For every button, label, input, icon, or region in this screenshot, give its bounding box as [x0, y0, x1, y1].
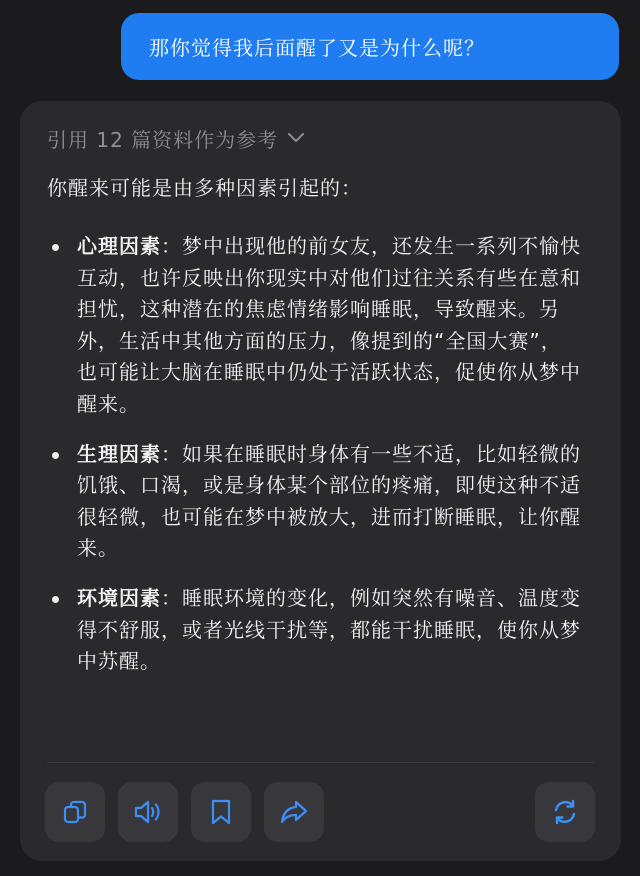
bookmark-button[interactable] — [191, 782, 251, 842]
copy-icon — [61, 798, 89, 826]
answer-intro: 你醒来可能是由多种因素引起的： — [47, 176, 362, 200]
bullet-psychological — [47, 231, 582, 421]
regenerate-icon — [550, 797, 580, 827]
bullet-dot — [52, 596, 59, 603]
bullet-physiological — [47, 439, 582, 565]
read-aloud-button[interactable] — [118, 782, 178, 842]
chevron-down-icon — [288, 133, 304, 143]
bullet-environmental — [47, 583, 582, 678]
answer-bullet-list — [47, 231, 582, 678]
bullet-term: 心理因素 — [77, 234, 161, 258]
assistant-answer-card — [20, 101, 621, 861]
references-toggle[interactable] — [47, 123, 304, 153]
bullet-term: 环境因素 — [77, 585, 161, 610]
bullet-dot — [52, 452, 59, 459]
user-message-bubble — [121, 13, 619, 80]
share-button[interactable] — [264, 782, 324, 842]
references-label: 引用 12 篇资料作为参考 — [47, 127, 279, 152]
divider — [47, 762, 594, 763]
regenerate-button[interactable] — [535, 782, 595, 842]
user-message-text: 那你觉得我后面醒了又是为什么呢？ — [149, 36, 485, 60]
copy-button[interactable] — [45, 782, 105, 842]
bullet-term: 生理因素 — [77, 441, 161, 466]
speaker-icon — [133, 798, 163, 826]
bookmark-icon — [209, 798, 233, 826]
bullet-text: ：睡眠环境的变化，例如突然有噪音、温度变得不舒服，或者光线干扰等，都能干扰睡眠，使你从梦中苏醒。 — [77, 585, 581, 674]
bullet-dot — [52, 244, 59, 251]
answer-actions-bar — [45, 782, 596, 842]
share-icon — [279, 798, 309, 826]
bullet-text: ：梦中出现他的前女友，还发生一系列不愉快互动，也许反映出你现实中对他们过往关系有些在意和担忧，这种潜在的焦虑情绪影响睡眠，导致醒来。另外，生活中其他方面的压力，像提到的“全国大赛”，也可能让大脑在睡眠中仍处于活跃状态，促使你从梦中醒来。 — [77, 234, 581, 416]
bullet-text: ：如果在睡眠时身体有一些不适，比如轻微的饥饿、口渴，或是身体某个部位的疼痛，即使这种不适很轻微，也可能在梦中被放大，进而打断睡眠，让你醒来。 — [77, 441, 581, 561]
